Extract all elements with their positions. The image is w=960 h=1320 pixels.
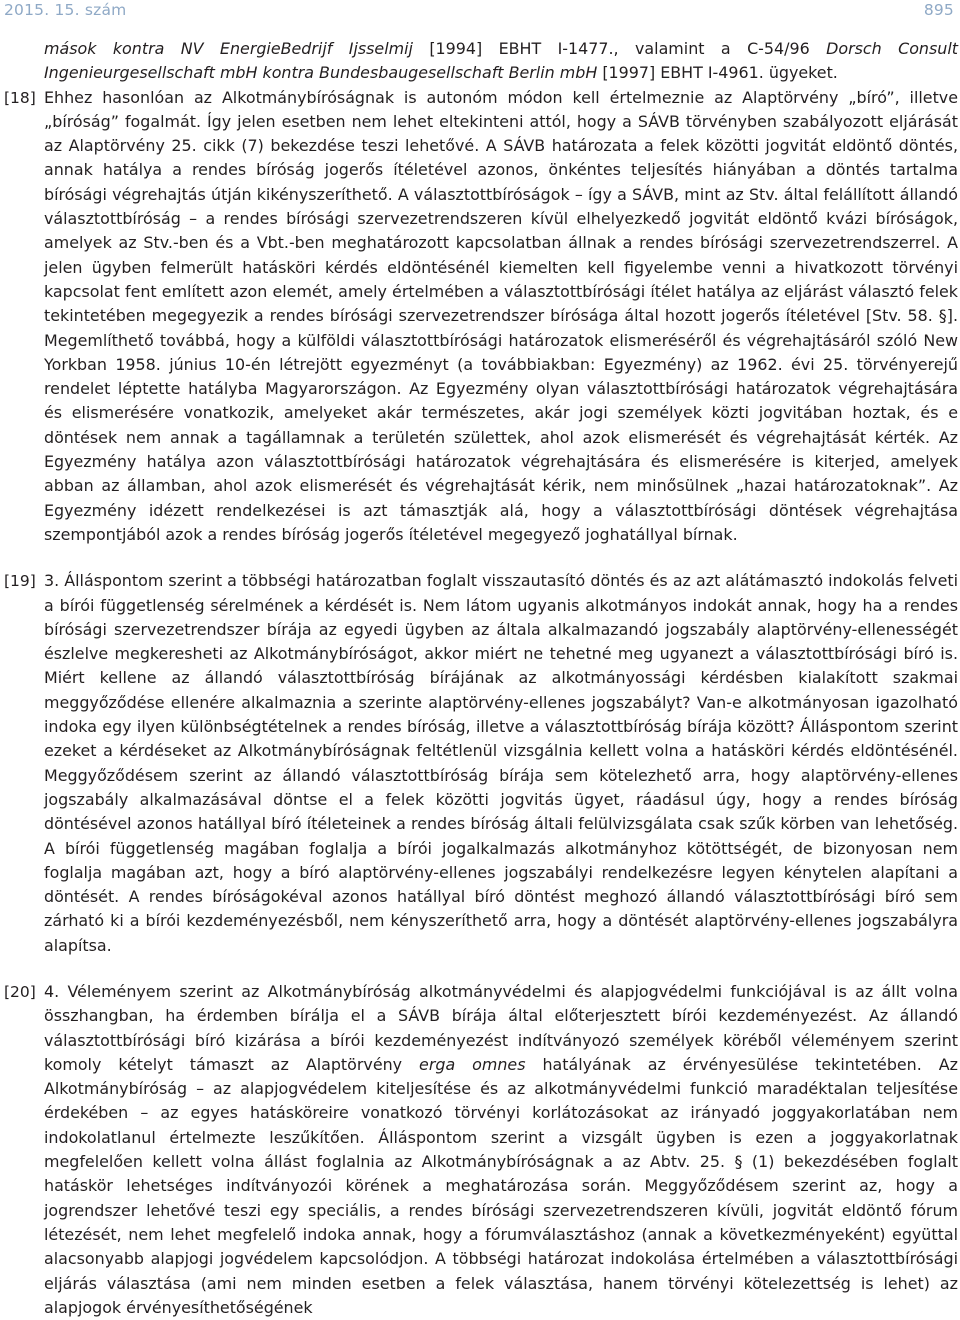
- text-segment: 3. Álláspontom szerint a többségi határozatban foglalt visszautasító döntés és az azt alátámasztó indokolás felveti a bírói függetlenség sérelmének a kérdését is. Nem látom ugyanis alkotmányos indokát annak, hogy ha a rendes bírósági szervezetrendszer bírája az egyedi ügyben az általa alkalmazandó jogszabály alaptörvény-ellenességét észlelve megkeresheti az Alkotmánybíróságot, akkor miért ne tehetné meg ugyanezt a választottbírósági bíró is. Miért kellene az állandó választottbíróság bírájának az alkotmányossági kérdésben kialakított szakmai meggyőződése ellenére alkalmaznia a szerinte alaptörvény-ellenes jogszabályt? Van-e alkotmányosan igazolható indoka egy ilyen különbségtételnek a rendes bíróság, illetve a választottbíróság bírája között? Álláspontom szerint ezeket a kérdéseket az Alkotmánybíróságnak feltétlenül vizsgálnia kellett volna a hatásköri kérdés eldöntésénél. Meggyőződésem szerint az állandó választottbíróság bírája sem kötelezhető arra, hogy alaptörvény-ellenes jogszabály alkalmazásával döntse el a felek közötti jogvitás ügyet, ráadásul úgy, hogy a rendes bíróság döntésével azonos hatállyal bíró ítéleteinek a rendes bíróság általi felülvizsgálata csak szűk körben van lehetőség. A bírói függetlenség magában foglalja a bírói jogalkalmazás alkotmányhoz kötöttségét, de bizonyosan nem foglalja magában azt, hogy a bíró alaptörvény-ellenes jogszabályi rendelkezésre legyen kénytelen alapítani a döntését. A rendes bíróságokéval azonos hatállyal bíró döntést meghozó állandó választottbírósági bíró sem zárható ki a bírói kezdeményezésből, nem kényszeríthető arra, hogy a döntését alaptörvény-ellenes jogszabályra alapítsa.: [44, 571, 958, 955]
- text-segment: Ehhez hasonlóan az Alkotmánybíróságnak is autonóm módon kell értelmeznie az Alaptörvény „bíró”, illetve „bíróság” fogalmát. Így jelen esetben nem lehet eltekinteni attól, hogy a SÁVB törvényben szabályozott eljárását az Alaptörvény 25. cikk (7) bekezdése teszi lehetővé. A SÁVB határozata a felek közötti jogvitát eldöntő döntés, annak hatálya a rendes bíróság jogerős ítéletével azonos, önkéntes teljesítés hiányában a döntés tartalma bírósági végrehajtás útján kikényszeríthető. A választottbíróságok – így a SÁVB, mint az Stv. által felállított állandó választottbíróság – a rendes bírósági szervezetrendszeren kívül elhelyezkedő jogvitát eldöntő kvázi bíróságok, amelyek az Stv.-ben és a Vbt.-ben meghatározott kapcsolatban állnak a rendes bírósági szervezetrendszerrel. A jelen ügyben felmerült hatásköri kérdés eldöntésénél kiemelten kell figyelembe venni a hivatkozott törvényi kapcsolat fent említett azon elemét, amely értelmében a választottbírósági ítélet hatálya az eljárást választó felek tekintetében megegyezik a rendes bírósági szervezetrendszer bírósága által hozott jogerős ítéletével [Stv. 58. §]. Megemlíthető továbbá, hogy a külföldi választottbírósági határozatok elismeréséről és végrehajtásáról szóló New Yorkban 1958. június 10-én létrejött egyezményt (a továbbiakban: Egyezmény) az 1962. évi 25. törvényerejű rendelet léptette hatályba Magyarországon. Az Egyezmény olyan választottbírósági határozatok végrehajtására és elismerésére vonatkozik, amelyeket akár természetes, akár jogi személyek közti jogvitában hoztak, és e döntések nem annak a tagállamnak a területén születtek, ahol azok elismerését és végrehajtását kérték. Az Egyezmény hatálya azon választottbírósági határozatok végrehajtására és elismerésére is kiterjed, amelyek abban az államban, ahol azok elismerését és végrehajtását kérik, nem minősülnek „hazai határozatoknak”. Az Egyezmény idézett rendelkezései is azt támasztják alá, hogy a választottbírósági döntések végrehajtása szempontjából azok a rendes bíróság jogerős ítéletével megegyező joghatállyal bírnak.: [44, 87, 958, 544]
- paragraph-number: [18]: [4, 88, 36, 107]
- text-segment: erga omnes: [419, 1054, 526, 1074]
- text-segment: Dorsch Consult Ingenieurgesellschaft mbH kontra Bundesbaugesellschaft Berlin mbH: [44, 39, 958, 83]
- paragraph-continuation: [0, 37, 958, 86]
- running-header: [4, 0, 954, 20]
- paragraph-spacer: [0, 958, 958, 980]
- paragraph-20: [0, 980, 958, 1320]
- text-segment: [1994] EBHT I-1477., valamint a C-54/96: [412, 39, 827, 58]
- text-segment: 4. Véleményem szerint az Alkotmánybíróság alkotmányvédelmi és alapjogvédelmi funkciójával is az állt volna összhangban, ha érdemben bírálja el a SÁVB bírája által előterjesztett bírói kezdeményezést. Az állandó választottbírósági bíró kizárása a bírói kezdeményezést indítványozó személyek köréből véleményem szerint komoly kételyt támaszt az Alaptörvény: [44, 981, 958, 1074]
- page-number: 895: [923, 1, 954, 19]
- paragraph-18: [0, 86, 958, 548]
- text-segment: mások kontra NV EnergieBedrijf Ijsselmij: [44, 39, 413, 58]
- text-segment: [1997] EBHT I-4961. ügyeket.: [597, 63, 838, 83]
- paragraph-number: [20]: [4, 982, 36, 1001]
- body-text: [0, 37, 958, 1320]
- paragraph-number: [19]: [4, 572, 36, 591]
- paragraph-spacer: [0, 547, 958, 569]
- issue-label: 2015. 15. szám: [4, 1, 127, 19]
- text-segment: hatályának az érvényesülése tekintetében. Az Alkotmánybíróság – az alapjogvédelem kiteljesítése és az alkotmányvédelmi funkció maradéktalan teljesítése érdekében – az egyes hatásköreire vonatkozó törvényi korlátozásokat az irányadó joggyakorlatában nem indokolatlanul értelmezte leszűkítően. Álláspontom szerint a vizsgált ügyben is ezen a joggyakorlatnak megfelelően kellett volna állást foglalnia az Alkotmánybíróságnak a az Abtv. 25. § (1) bekezdésében foglalt hatáskör lehetséges indítványozói körének a meghatározása során. Meggyőződésem szerint az, hogy a jogrendszer lehetővé teszi egy speciális, a rendes bírósági szervezetrendszeren kívüli, jogvitát eldöntő fórum létezését, nem lehet megfelelő indoka annak, hogy a fórumválasztáshoz (annak a következményeként) együttal alacsonyabb alapjogi jogvédelem kapcsolódjon. A többségi határozat indokolása értelmében a választottbírósági eljárás választása (ami nem minden esetben a felek választása, hanem törvényi kötelezettség is lehet) az alapjogok érvényesíthetőségének: [44, 1054, 958, 1317]
- paragraph-19: [0, 569, 958, 958]
